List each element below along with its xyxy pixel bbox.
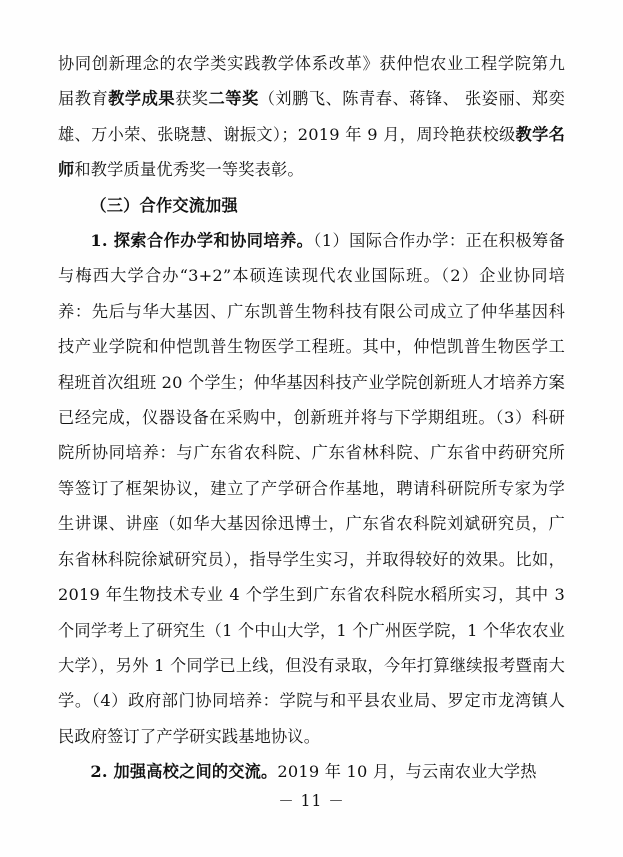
run-text-bold: 二等奖 — [208, 89, 259, 109]
run-text: 获奖 — [175, 89, 209, 109]
run-text: 协同创新理念的农学类实践教学体系改革》获仲恺农业工程学院第九届教育 — [58, 54, 565, 109]
run-text: （1）国际合作办学：正在积极筹备与梅西大学合办“3+2”本硕连读现代农业国际班。（2）企业协同培养：先后与华大基因、广东凯普生物科技有限公司成立了仲华基因科技产业学院和仲恺凯普生物医学工程班。其中，仲恺凯普生物医学工程班首次组班 20 个学生；仲华基因科技产业学院创新班人才培养方案已经完成，仪器设备在采购中，创新班并将与下学期组班。（3）科研院所协同培养：与广东省农科院、广东省林科院、广东省中药研究所等签订了框架协议，建立了产学研合作基地，聘请科研院所专家为学生讲课、讲座（如华大基因徐迅博士，广东省农科院刘斌研究员，广东省林科院徐斌研究员），指导学生实习，并取得较好的效果。比如，2019 年生物技术专业 4 个学生到广东省农科院水稻所实习，其中 3 个同学考上了研究生（1 个中山大学，1 个广州医学院，1 个华农农业大学），另外 1 个同学已上线，但没有录取，今年打算继续报考暨南大学。（4）政府部门协同培养：学院与和平县农业局、罗定市龙湾镇人民政府签订了产学研实践基地协议。 — [58, 231, 565, 746]
section-heading-three — [58, 188, 565, 223]
run-text: 和教学质量优秀奖一等奖表彰。 — [74, 160, 304, 180]
item-label: 1. 探索合作办学和协同培养。 — [90, 231, 314, 251]
paragraph-item-2 — [58, 754, 565, 789]
item-label: 2. 加强高校之间的交流。 — [90, 762, 278, 782]
run-text-bold: 教学成果 — [108, 89, 176, 109]
run-text-bold: 教学名师 — [58, 124, 565, 180]
run-text: （刘鹏飞、陈青春、蒋锋、 张姿丽、郑奕雄、万小荣、张晓慧、谢振文）；2019 年 9 月，周玲艳获校级 — [58, 89, 565, 144]
document-body — [58, 46, 565, 790]
paragraph-item-1 — [58, 223, 565, 754]
heading-text: （三）合作交流加强 — [90, 195, 238, 215]
run-text: 2019 年 10 月，与云南农业大学热 — [277, 762, 537, 782]
paragraph-continuation — [58, 46, 565, 188]
page-number: － 11 － — [278, 792, 345, 810]
